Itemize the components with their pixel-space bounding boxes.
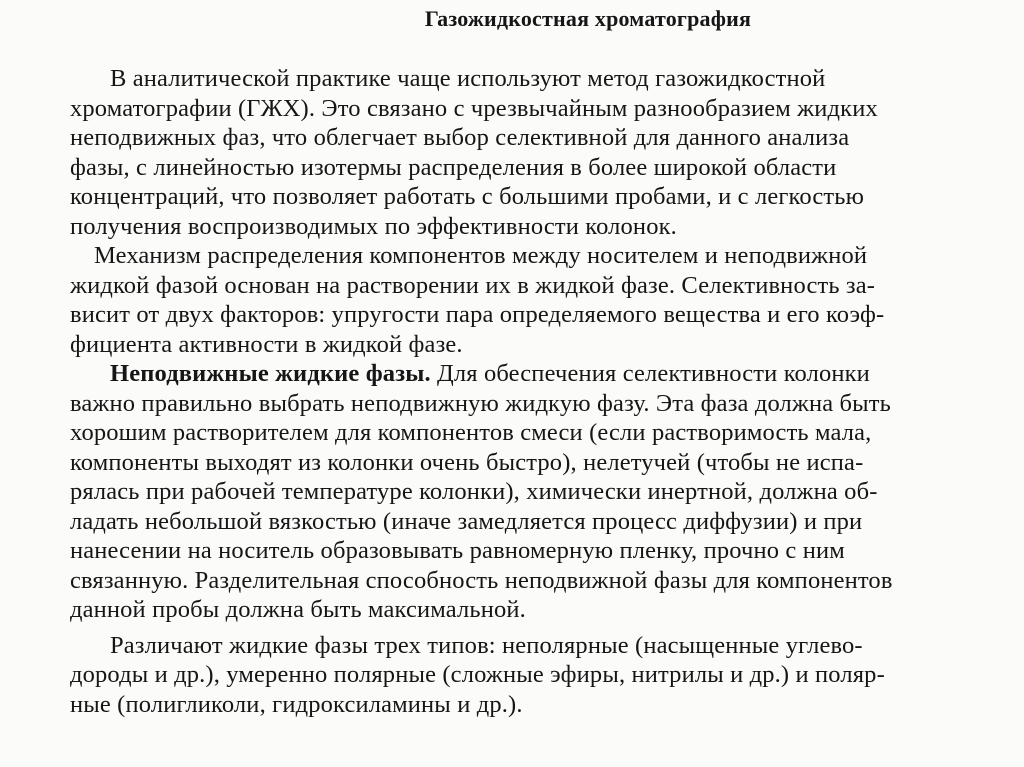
text-line: хорошим растворителем для компонентов смеси (если растворимость мала, xyxy=(70,419,872,446)
text-line: Различают жидкие фазы трех типов: неполярные (насыщенные углево- xyxy=(110,631,863,659)
text-line: жидкой фазой основан на растворении их в жидкой фазе. Селективность за- xyxy=(70,271,876,299)
document-title: Газожидкостная хроматография xyxy=(424,6,752,31)
text-line: дороды и др.), умеренно полярные (сложные эфиры, нитрилы и др.) и поляр- xyxy=(70,661,885,688)
text-line: рялась при рабочей температуре колонки), химически инертной, должна об- xyxy=(70,478,878,505)
text-line: В аналитической практике чаще используют метод газожидкостной xyxy=(110,65,826,92)
text-line: неподвижных фаз, что облегчает выбор селективной для данного анализа xyxy=(70,124,850,151)
text-line: получения воспроизводимых по эффективности колонок. xyxy=(70,212,677,240)
text-line: ные (полигликоли, гидроксиламины и др.). xyxy=(70,690,523,718)
text-line: висит от двух факторов: упругости пара определяемого вещества и его коэф- xyxy=(70,301,885,328)
text-line xyxy=(70,359,1002,389)
paragraph-1 xyxy=(70,64,1002,241)
text-line: данной пробы должна быть максимальной. xyxy=(70,596,526,623)
text-line: фициента активности в жидкой фазе. xyxy=(70,330,463,358)
text-line: компоненты выходят из колонки очень быстро), нелетучей (чтобы не испа- xyxy=(70,448,864,476)
paragraph-2 xyxy=(70,241,1002,359)
text-line: нанесении на носитель образовывать равномерную пленку, прочно с ним xyxy=(70,537,845,564)
text-line: фазы, с линейностью изотермы распределения в более широкой области xyxy=(70,153,837,181)
section-lead-heading: Неподвижные жидкие фазы. xyxy=(110,360,431,387)
text-line: хроматографии (ГЖХ). Это связано с чрезвычайным разнообразием жидких xyxy=(70,94,878,122)
paragraph-4 xyxy=(70,631,1002,720)
text-line: ладать небольшой вязкостью (иначе замедляется процесс диффузии) и при xyxy=(70,507,863,535)
paragraph-3 xyxy=(70,359,1002,625)
text-line: важно правильно выбрать неподвижную жидкую фазу. Эта фаза должна быть xyxy=(70,389,891,417)
text-line: Механизм распределения компонентов между носителем и неподвижной xyxy=(94,242,868,269)
text-fragment: Для обеспечения селективности колонки xyxy=(430,360,870,387)
text-line: связанную. Разделительная способность неподвижной фазы для компонентов xyxy=(70,566,893,594)
text-line: концентраций, что позволяет работать с большими пробами, и с легкостью xyxy=(70,183,865,210)
